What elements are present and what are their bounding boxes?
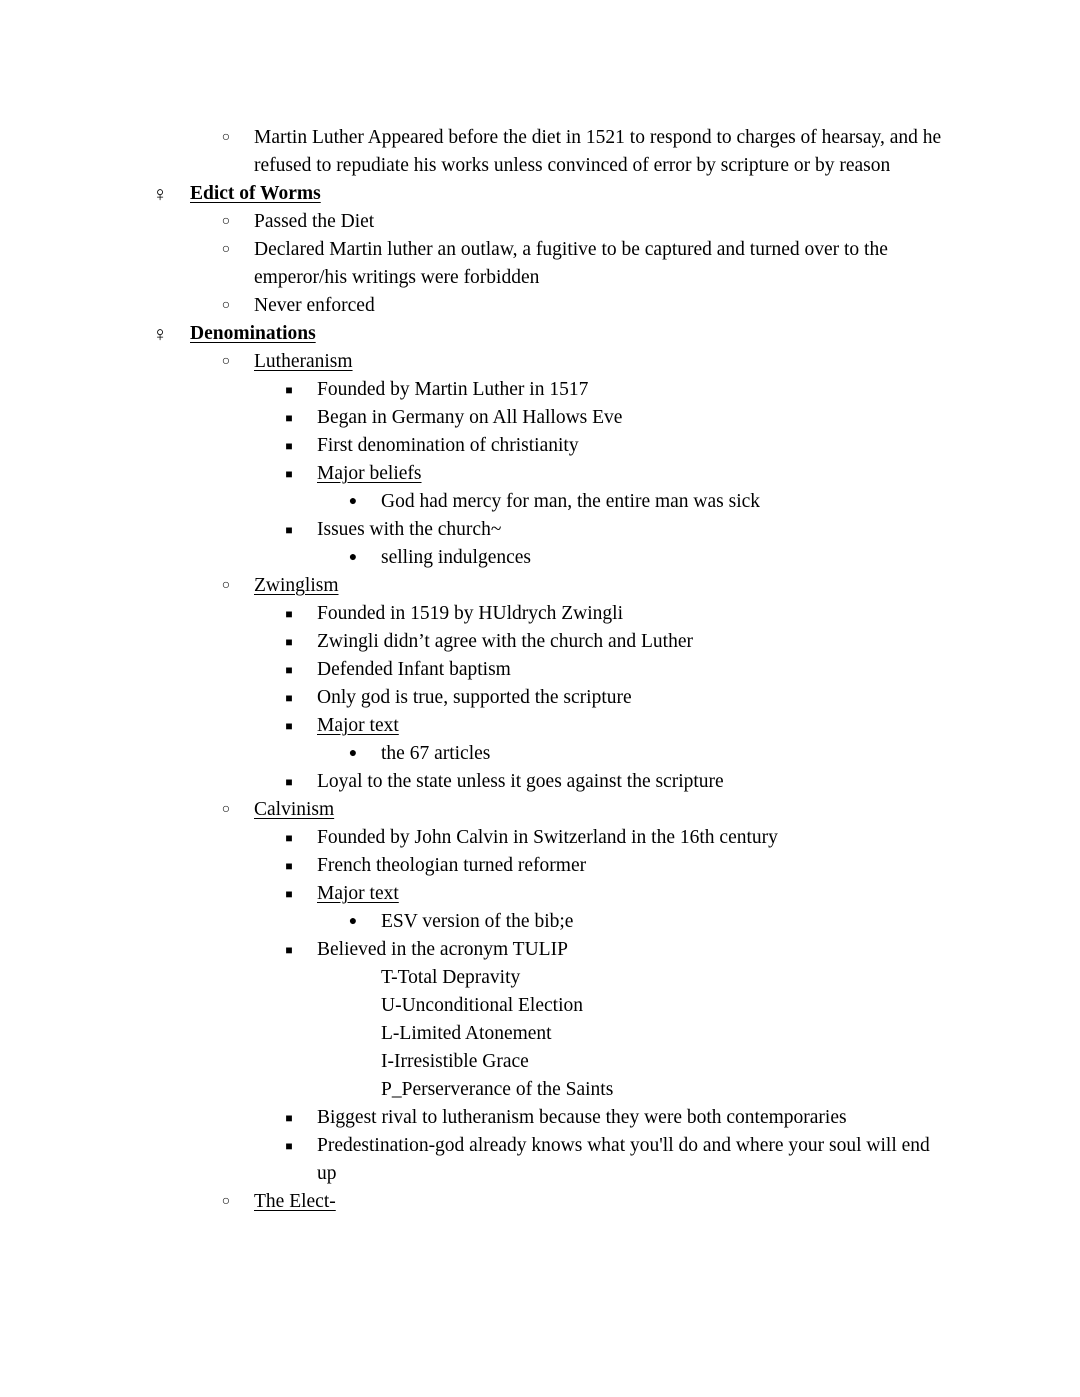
list-item-text: Passed the Diet [254,211,375,232]
list-item [0,712,952,740]
list-item [0,376,952,404]
list-item [0,460,952,488]
list-item-text: I-Irresistible Grace [381,1051,529,1072]
list-item [0,320,952,348]
list-item-text: Founded by Martin Luther in 1517 [317,379,589,400]
list-item [0,768,952,796]
list-item-text: Zwingli didn’t agree with the church and Luther [317,631,693,652]
list-item [0,852,952,880]
list-item [0,628,952,656]
square-bullet-icon: ■ [285,1139,293,1153]
list-item-text: Issues with the church~ [317,519,502,540]
list-item-text: Lutheranism [254,351,353,372]
list-item-text: Major beliefs [317,463,422,484]
circle-bullet-icon: ○ [221,802,231,817]
square-bullet-icon: ■ [285,1111,293,1125]
circle-bullet-icon: ○ [221,242,231,257]
female-bullet-icon: ♀ [152,182,168,206]
disc-bullet-icon: ● [348,494,358,509]
list-item [0,488,952,516]
list-item [0,908,952,936]
square-bullet-icon: ■ [285,859,293,873]
list-item [0,236,952,292]
list-item [0,796,952,824]
list-item-text: the 67 articles [381,743,491,764]
list-item-text: French theologian turned reformer [317,855,587,876]
list-item-text: First denomination of christianity [317,435,579,456]
list-item-text: The Elect- [254,1191,336,1212]
list-item-text: Defended Infant baptism [317,659,511,680]
list-item [0,572,952,600]
list-item [0,208,952,236]
list-item-text: Edict of Worms [190,183,321,204]
list-item [0,544,952,572]
circle-bullet-icon: ○ [221,354,231,369]
square-bullet-icon: ■ [285,831,293,845]
square-bullet-icon: ■ [285,691,293,705]
list-item [0,348,952,376]
list-item-text: Martin Luther Appeared before the diet in 1521 to respond to charges of hearsay, and he refused to repudiate his works unless convinced of error by scripture or by reason [254,127,942,176]
square-bullet-icon: ■ [285,775,293,789]
square-bullet-icon: ■ [285,719,293,733]
list-item-text: Denominations [190,323,316,344]
list-item-text: Declared Martin luther an outlaw, a fugitive to be captured and turned over to the emperor/his writings were forbidden [254,239,888,288]
square-bullet-icon: ■ [285,635,293,649]
square-bullet-icon: ■ [285,383,293,397]
list-item-text: Major text [317,715,399,736]
list-item [0,180,952,208]
list-item [0,824,952,852]
list-item-text: Founded by John Calvin in Switzerland in the 16th century [317,827,778,848]
female-bullet-icon: ♀ [152,322,168,346]
list-item [0,432,952,460]
circle-bullet-icon: ○ [221,130,231,145]
list-item [0,992,952,1020]
list-item-text: Never enforced [254,295,375,316]
list-item-text: Calvinism [254,799,335,820]
square-bullet-icon: ■ [285,523,293,537]
list-item-text: T-Total Depravity [381,967,521,988]
list-item [0,1020,952,1048]
list-item-text: Zwinglism [254,575,339,596]
list-item-text: Only god is true, supported the scripture [317,687,632,708]
list-item [0,404,952,432]
list-item [0,1188,952,1216]
list-item [0,124,952,180]
list-item-text: selling indulgences [381,547,532,568]
list-item-text: God had mercy for man, the entire man was sick [381,491,761,512]
list-item [0,964,952,992]
square-bullet-icon: ■ [285,607,293,621]
square-bullet-icon: ■ [285,467,293,481]
list-item-text: L-Limited Atonement [381,1023,552,1044]
list-item-text: Began in Germany on All Hallows Eve [317,407,623,428]
list-item [0,684,952,712]
list-item [0,292,952,320]
list-item [0,600,952,628]
list-item [0,1048,952,1076]
list-item [0,740,952,768]
outline-list [0,124,952,1216]
list-item-text: P_Perserverance of the Saints [381,1079,614,1100]
list-item [0,1076,952,1104]
list-item-text: Biggest rival to lutheranism because they were both contemporaries [317,1107,847,1128]
list-item [0,516,952,544]
square-bullet-icon: ■ [285,663,293,677]
list-item-text: Loyal to the state unless it goes against the scripture [317,771,724,792]
list-item-text: Believed in the acronym TULIP [317,939,568,960]
disc-bullet-icon: ● [348,746,358,761]
list-item-text: Major text [317,883,399,904]
list-item [0,936,952,964]
list-item [0,880,952,908]
list-item-text: Predestination-god already knows what you'll do and where your soul will end up [317,1135,930,1184]
list-item-text: Founded in 1519 by HUldrych Zwingli [317,603,624,624]
circle-bullet-icon: ○ [221,1194,231,1209]
square-bullet-icon: ■ [285,439,293,453]
circle-bullet-icon: ○ [221,298,231,313]
circle-bullet-icon: ○ [221,578,231,593]
disc-bullet-icon: ● [348,914,358,929]
list-item [0,656,952,684]
circle-bullet-icon: ○ [221,214,231,229]
square-bullet-icon: ■ [285,887,293,901]
list-item-text: ESV version of the bib;e [381,911,574,932]
square-bullet-icon: ■ [285,943,293,957]
list-item [0,1132,952,1188]
square-bullet-icon: ■ [285,411,293,425]
list-item [0,1104,952,1132]
list-item-text: U-Unconditional Election [381,995,583,1016]
disc-bullet-icon: ● [348,550,358,565]
